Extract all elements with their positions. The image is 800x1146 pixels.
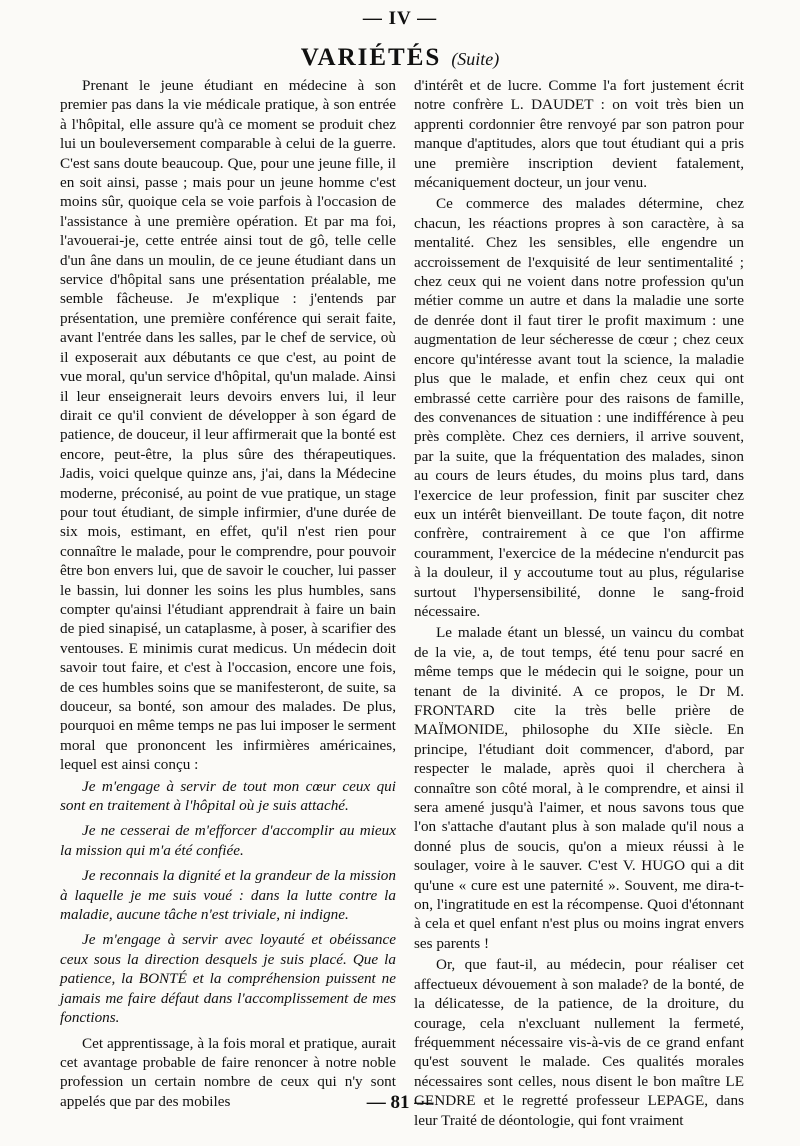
oath-paragraph: Je m'engage à servir de tout mon cœur ceux qui sont en traitement à l'hôpital où je suis attaché. (60, 777, 396, 815)
oath-paragraph: Je ne cesserai de m'efforcer d'accomplir au mieux la mission qui m'a été confiée. (60, 822, 396, 859)
paragraph: Ce commerce des malades détermine, chez chacun, les réactions propres à son caractère, à sa mentalité. Chez les sensibles, elle engendre un accroissement de l'exquisité de leur sentimentalité ; chez ceux qui ne voient dans notre profession qu'un métier comme un autre et dans la maladie une sorte de denrée dont il faut tirer le profit maximum : une augmentation de leur sécheresse de cœur ; chez ceux encore qu'intéresse avant tout la science, la maladie plus que le malade, et enfin chez ceux qui ont embrassé cette carrière pour des raisons de famille, des convenances de situation : une indifférence à peu près complète. Chez ces derniers, il arrive souvent, par la suite, que la fréquentation des malades, sinon au cours de leurs études, du moins plus tard, dans l'exercice de leur profession, finit par susciter chez eux un intérêt bienveillant. De toute façon, dit notre confrère, contrairement à ce que l'on affirme couramment, l'exercice de la médecine n'endurcit pas à la douleur, il y accoutume tout au plus, régularise surtout l'hypersensibilité, donne le sang-froid nécessaire. (414, 195, 744, 620)
right-column (414, 76, 744, 1129)
paragraph: Prenant le jeune étudiant en médecine à son premier pas dans la vie médicale pratique, à son entrée à l'hôpital, elle assure qu'à ce moment se produit chez lui un bouleversement comparable à celui de la guerre. C'est sans doute beaucoup. Que, pour une jeune fille, il en soit ainsi, passe ; mais pour un jeune homme c'est moins sûr, quoique cela se voie parfois à l'occasion de l'assistance à une première opération. Et par ma foi, l'avouerai-je, cette entrée ainsi tout de gô, telle celle d'un âne dans un moulin, de ce jeune étudiant dans un service d'hôpital sans une présentation préalable, me semble fâcheuse. Je m'explique : j'entends par présentation, une première conférence qui serait faite, avant l'entrée dans les salles, par le chef de service, où il exposerait aux débutants ce que c'est, au point de vue moral, qu'un service d'hôpital, qu'un malade. Ainsi il leur enseignerait leurs devoirs envers lui, il leur dirait ce qu'il convient de développer à son égard de patience, de douceur, il leur affirmerait que la bonté est encore, peut-être, la plus sûre des thérapeutiques. Jadis, voici quelque quinze ans, j'ai, dans la Médecine moderne, préconisé, au point de vue pratique, un stage pour tout étudiant, de simple infirmier, d'une durée de six mois, estimant, en effet, qu'il n'est rien pour connaître le malade, pour le comprendre, pour pouvoir être bon envers lui, que de savoir le coucher, lui passer le bassin, lui donner les soins les plus humbles, sans compter qu'ainsi l'étudiant apprendrait à faire un bain de pied sinapisé, un cataplasme, à poser, à scarifier des ventouses. E minimis curat medicus. Un médecin doit savoir tout faire, et c'est à l'occasion, encore une fois, de ces humbles soins que se manifesteront, de suite, sa douceur, sa bonté, son amour des malades. De plus, pourquoi en même temps ne pas lui imposer le serment moral que prononcent les infirmières américaines, lequel est ainsi conçu : (60, 77, 396, 774)
page-number: — 81 — (366, 1092, 434, 1113)
section-title: VARIÉTÉS (300, 44, 442, 71)
left-column (60, 76, 396, 1110)
oath-paragraph: Je m'engage à servir avec loyauté et obéissance ceux sous la direction desquels je suis placé. Que la patience, la BONTÉ et la compréhension puissent ne jamais me faire défaut dans l'accomplissement de mes fonctions. (60, 931, 396, 1027)
paragraph-continued: d'intérêt et de lucre. Comme l'a fort justement écrit notre confrère L. DAUDET : on voit très bien un apprenti cordonnier être renvoyé par son patron pour manque d'aptitudes, alors que tout étudiant qui a pris une première inscription devient fatalement, mécaniquement docteur, un jour venu. (414, 77, 744, 192)
oath-paragraph: Je reconnais la dignité et la grandeur de la mission à laquelle je me suis voué : dans la lutte contre la maladie, aucune tâche n'est triviale, ni indigne. (60, 867, 396, 924)
paragraph: Le malade étant un blessé, un vaincu du combat de la vie, a, de tout temps, été tenu pour sacré en même temps que le médecin qui le soigne, pour un tenant de la divinité. A ce propos, le Dr M. FRONTARD cite la très belle prière de MAÏMONIDE, philosophe du XIIe siècle. En principe, l'étudiant doit commencer, d'abord, par respecter le malade, après quoi il cherchera à connaître son côté moral, à le comprendre, et ainsi il sera amené jusqu'à l'aimer, et nous savons tous que l'on s'attache d'autant plus à son malade qu'il nous a donné plus de soucis, qu'on a mieux réussi à le soulager, voire à le sauver. C'est V. HUGO qui a dit qu'une « cure est une paternité ». Souvent, me dira-t-on, l'ingratitude en est la récompense. Quoi d'étonnant à cela et quel enfant n'est plus ou moins ingrat envers ses parents ! (414, 624, 744, 952)
section-subtitle: (Suite) (451, 49, 500, 69)
page-header-roman-numeral: — IV — (362, 8, 438, 29)
paragraph: Cet apprentissage, à la fois moral et pratique, aurait cet avantage probable de faire renoncer à notre noble profession un certain nombre de ceux qui n'y sont appelés que par des mobiles (60, 1034, 396, 1110)
section-heading (0, 38, 800, 81)
paragraph: Or, que faut-il, au médecin, pour réaliser cet affectueux dévouement à son malade? de la bonté, de la délicatesse, de la patience, de la droiture, du courage, cela n'excluant nullement la fermeté, fréquemment nécessaire vis-à-vis de ce grand enfant qu'est souvent le malade. Ces qualités morales nécessaires sont celles, nous disent le bon maître LE GENDRE et le regretté professeur LEPAGE, dans leur Traité de déontologie, qui font vraiment (414, 956, 744, 1129)
